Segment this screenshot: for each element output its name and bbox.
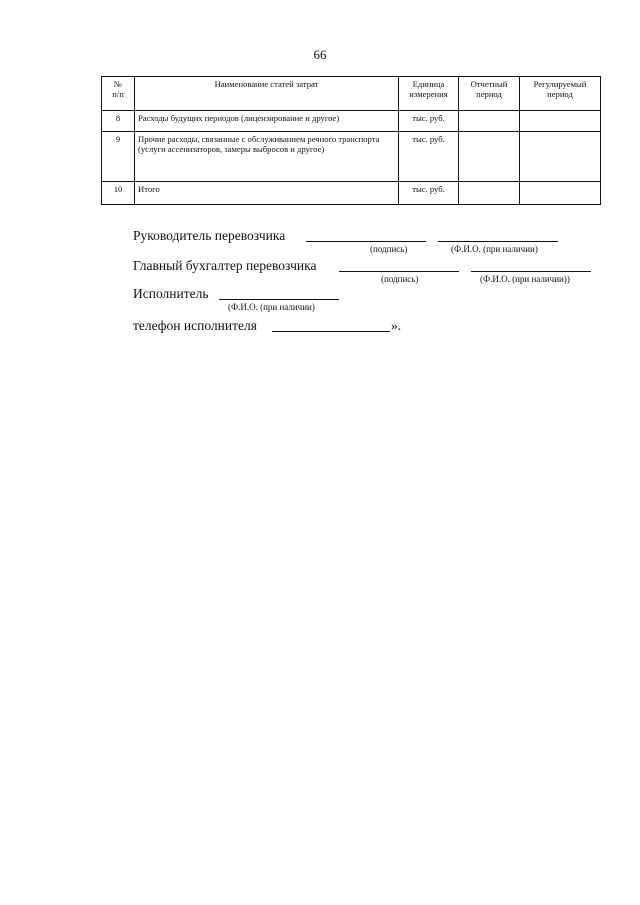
phone-line (133, 318, 257, 334)
header-reporting-period (459, 77, 520, 111)
header-cost-item-name: Наименование статей затрат (135, 77, 399, 111)
executor-caption-fio: (Ф.И.О. (при наличии) (228, 302, 315, 312)
head-signature-line (133, 228, 285, 244)
accountant-fio-field[interactable] (471, 271, 591, 272)
head-signature-field[interactable] (306, 241, 426, 242)
accountant-caption-fio: (Ф.И.О. (при наличии)) (480, 274, 570, 284)
phone-field[interactable] (272, 331, 390, 332)
row-reporting-value (459, 132, 520, 182)
accountant-signature-field[interactable] (339, 271, 459, 272)
row-regulated-value (520, 132, 601, 182)
row-number: 10 (102, 182, 135, 205)
table-row (102, 132, 601, 182)
row-regulated-value (520, 182, 601, 205)
executor-signature-line (133, 286, 209, 302)
accountant-caption-signature: (подпись) (381, 274, 419, 284)
row-number: 8 (102, 111, 135, 132)
phone-label: телефон исполнителя (133, 318, 257, 333)
table-row (102, 111, 601, 132)
row-unit: тыс. руб. (399, 132, 459, 182)
head-caption-fio: (Ф.И.О. (при наличии) (451, 244, 538, 254)
row-regulated-value (520, 111, 601, 132)
row-cost-item: Прочие расходы, связанные с обслуживанием речного транспорта (услуги ассенизаторов, замеры выбросов и другое) (135, 132, 399, 182)
table-header-row (102, 77, 601, 111)
head-label: Руководитель перевозчика (133, 228, 286, 243)
head-caption-signature: (подпись) (370, 244, 408, 254)
header-unit-line2: измерения (409, 88, 448, 99)
page-number: 66 (313, 47, 327, 62)
row-cost-item: Итого (135, 182, 399, 205)
header-report-line2: период (476, 88, 502, 99)
row-number: 9 (102, 132, 135, 182)
header-unit-line1: Единица (412, 79, 445, 89)
header-report-line1: Отчетный (470, 79, 508, 89)
accountant-label: Главный бухгалтер перевозчика (133, 258, 317, 273)
executor-label: Исполнитель (133, 286, 209, 301)
header-number-line1: № (113, 79, 123, 89)
row-unit: тыс. руб. (399, 182, 459, 205)
cost-items-table (101, 76, 601, 205)
row-unit: тыс. руб. (399, 111, 459, 132)
header-unit (399, 77, 459, 111)
header-reg-line1: Регулируемый (533, 79, 587, 89)
table-row (102, 182, 601, 205)
row-reporting-value (459, 111, 520, 132)
header-number-line2: п/п (112, 88, 124, 99)
executor-fio-field[interactable] (219, 299, 339, 300)
phone-suffix: ». (391, 318, 402, 333)
head-fio-field[interactable] (438, 241, 558, 242)
row-cost-item: Расходы будущих периодов (лицензирование и другое) (135, 111, 399, 132)
row-reporting-value (459, 182, 520, 205)
header-regulated-period (520, 77, 601, 111)
header-reg-line2: период (547, 88, 573, 99)
accountant-signature-line (133, 258, 316, 274)
header-number (102, 77, 135, 111)
